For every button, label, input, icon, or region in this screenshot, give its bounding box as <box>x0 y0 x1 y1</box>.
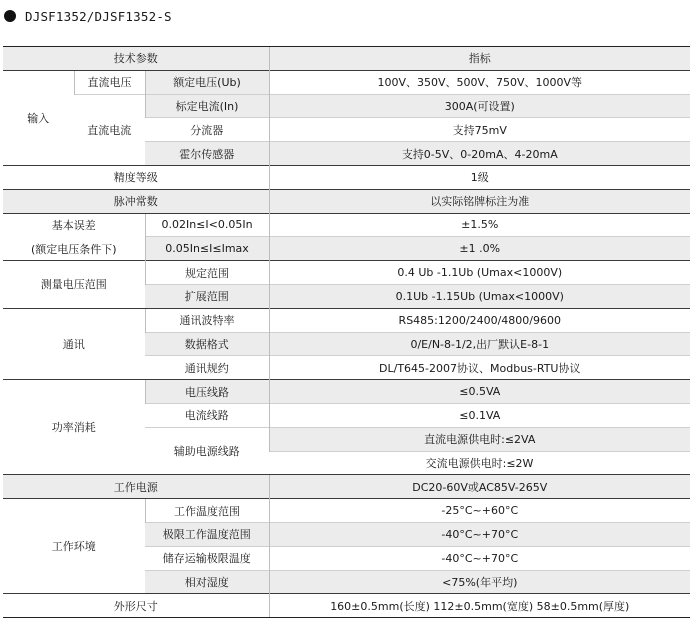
comm-value-1: RS485:1200/2400/4800/9600 <box>269 308 690 332</box>
rated-voltage-value: 100V、350V、500V、750V、1000V等 <box>269 70 690 94</box>
range-label: 测量电压范围 <box>3 261 145 309</box>
env-name-4: 相对湿度 <box>145 570 269 594</box>
aux-power-ac: 交流电源供电时:≤2W <box>269 451 690 475</box>
power-label: 功率消耗 <box>3 380 145 475</box>
env-name-3: 储存运输极限温度 <box>145 546 269 570</box>
range-name-1: 规定范围 <box>145 261 269 285</box>
dimensions-label: 外形尺寸 <box>3 594 269 618</box>
power-name-2: 电流线路 <box>145 403 269 427</box>
input-label: 输入 <box>3 70 74 165</box>
table-row <box>3 499 690 523</box>
accuracy-label: 精度等级 <box>3 165 269 189</box>
pulse-value: 以实际铭牌标注为准 <box>269 189 690 213</box>
rated-current-name: 标定电流(In) <box>145 94 269 118</box>
table-row <box>3 237 690 261</box>
error-condition-note: (额定电压条件下) <box>30 242 117 256</box>
table-row <box>3 94 690 118</box>
env-value-3: -40°C~+70°C <box>269 546 690 570</box>
table-row <box>3 261 690 285</box>
table-row <box>3 213 690 237</box>
power-value-2: ≤0.1VA <box>269 403 690 427</box>
header-param: 技术参数 <box>3 47 269 71</box>
hall-sensor-value: 支持0-5V、0-20mA、4-20mA <box>269 142 690 166</box>
range-value-2: 0.1Ub -1.15Ub (Umax<1000V) <box>269 284 690 308</box>
product-model: DJSF1352/DJSF1352-S <box>25 8 172 24</box>
comm-name-1: 通讯波特率 <box>145 308 269 332</box>
table-row <box>3 380 690 404</box>
comm-name-3: 通讯规约 <box>145 356 269 380</box>
dc-current-label: 直流电流 <box>74 94 145 165</box>
error-value-2: ±1 .0% <box>269 237 690 261</box>
header-spec: 指标 <box>269 47 690 71</box>
table-row <box>3 189 690 213</box>
range-name-2: 扩展范围 <box>145 284 269 308</box>
env-name-1: 工作温度范围 <box>145 499 269 523</box>
bullet-icon <box>4 10 16 22</box>
env-value-2: -40°C~+70°C <box>269 522 690 546</box>
comm-label: 通讯 <box>3 308 145 379</box>
header-row <box>3 47 690 71</box>
range-value-1: 0.4 Ub -1.1Ub (Umax<1000V) <box>269 261 690 285</box>
dc-voltage-label: 直流电压 <box>74 70 145 94</box>
shunt-value: 支持75mV <box>269 118 690 142</box>
shunt-name: 分流器 <box>145 118 269 142</box>
spec-table <box>3 46 690 618</box>
comm-name-2: 数据格式 <box>145 332 269 356</box>
table-row <box>3 594 690 618</box>
product-title <box>4 7 172 25</box>
env-value-4: <75%(年平均) <box>269 570 690 594</box>
comm-value-2: 0/E/N-8-1/2,出厂默认E-8-1 <box>269 332 690 356</box>
error-cond-2: 0.05In≤I≤Imax <box>145 237 269 261</box>
table-row <box>3 475 690 499</box>
comm-value-3: DL/T645-2007协议、Modbus-RTU协议 <box>269 356 690 380</box>
pulse-label: 脉冲常数 <box>3 189 269 213</box>
aux-power-name: 辅助电源线路 <box>145 427 269 475</box>
power-value-1: ≤0.5VA <box>269 380 690 404</box>
env-label: 工作环境 <box>3 499 145 594</box>
table-row <box>3 308 690 332</box>
env-value-1: -25°C~+60°C <box>269 499 690 523</box>
accuracy-value: 1级 <box>269 165 690 189</box>
error-value-1: ±1.5% <box>269 213 690 237</box>
supply-label: 工作电源 <box>3 475 269 499</box>
dimensions-value: 160±0.5mm(长度) 112±0.5mm(宽度) 58±0.5mm(厚度) <box>269 594 690 618</box>
power-name-1: 电压线路 <box>145 380 269 404</box>
rated-current-value: 300A(可设置) <box>269 94 690 118</box>
error-label: 基本误差 <box>3 213 145 237</box>
aux-power-dc: 直流电源供电时:≤2VA <box>269 427 690 451</box>
error-cond-1: 0.02In≤I<0.05In <box>145 213 269 237</box>
rated-voltage-name: 额定电压(Ub) <box>145 70 269 94</box>
hall-sensor-name: 霍尔传感器 <box>145 142 269 166</box>
supply-value: DC20-60V或AC85V-265V <box>269 475 690 499</box>
env-name-2: 极限工作温度范围 <box>145 522 269 546</box>
table-row <box>3 70 690 94</box>
table-row <box>3 165 690 189</box>
